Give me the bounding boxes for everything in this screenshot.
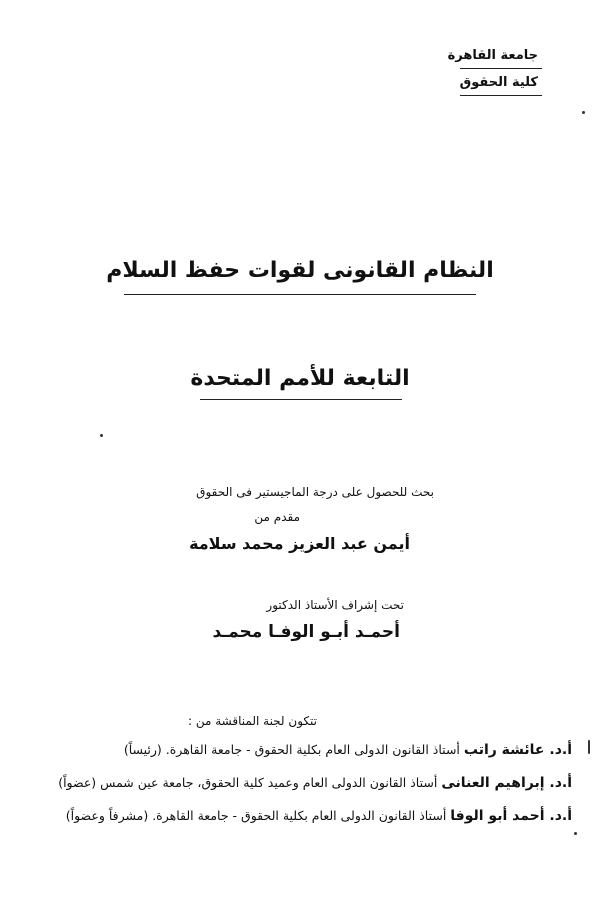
scan-speck [582,111,585,114]
committee-member [58,775,572,791]
university-name: جامعة القاهرة [447,48,538,63]
degree-purpose: بحث للحصول على درجة الماجيستير فى الحقوق [196,485,434,499]
committee-member-title: أستاذ القانون الدولى العام وعميد كلية الحقوق، جامعة عين شمس (عضواً) [58,775,438,790]
thesis-title-line-1: النظام القانونى لقوات حفظ السلام [106,258,494,283]
thesis-title-line-2: التابعة للأمم المتحدة [190,366,410,391]
committee-member-title: أستاذ القانون الدولى العام بكلية الحقوق - جامعة القاهرة. (مشرفاً وعضواً) [65,808,447,823]
committee-member [66,808,572,824]
committee-member-title: أستاذ القانون الدولى العام بكلية الحقوق - جامعة القاهرة. (رئيساً) [123,742,460,757]
committee-member [124,742,572,758]
committee-member-name: أ.د. أحمد أبو الوفا [450,808,572,824]
author-name: أيمن عبد العزيز محمد سلامة [189,534,410,553]
title-line-2-underline [200,399,402,400]
scan-speck [100,434,103,437]
supervisor-name: أحمـد أبـو الوفـا محمـد [212,622,400,642]
scan-speck [588,740,590,754]
committee-intro: تتكون لجنة المناقشة من : [188,714,317,728]
title-line-1-underline [124,294,476,295]
university-underline [460,68,542,69]
presented-by-label: مقدم من [254,510,300,524]
faculty-name: كلية الحقوق [459,75,538,90]
committee-member-name: أ.د. إبراهيم العنانى [441,775,572,791]
faculty-underline [460,95,542,96]
scan-speck [574,832,577,835]
supervision-label: تحت إشراف الأستاذ الدكتور [266,598,404,612]
committee-member-name: أ.د. عائشة راتب [463,742,572,758]
